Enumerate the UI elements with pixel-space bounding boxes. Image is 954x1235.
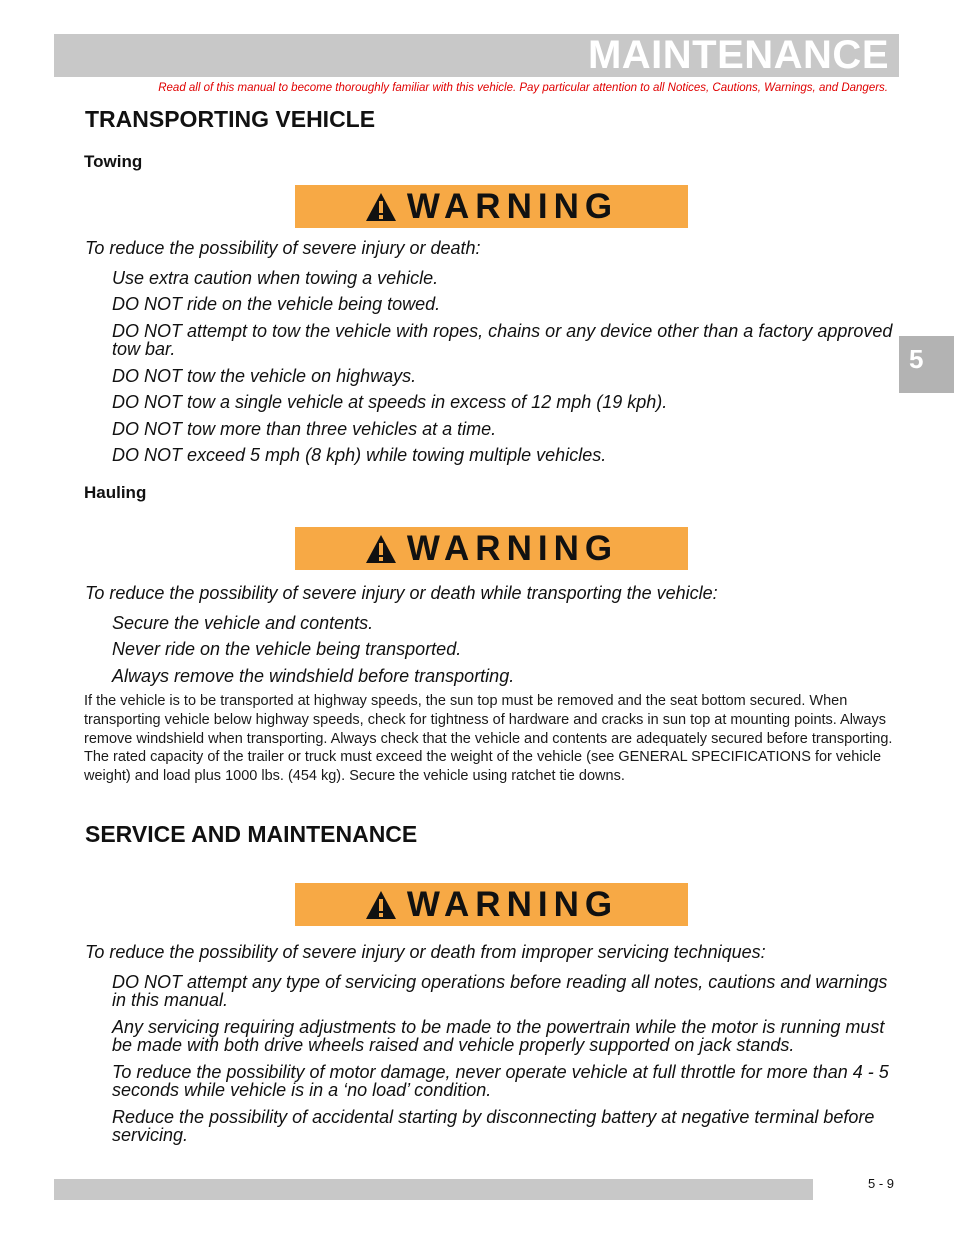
warning-label: WARNING (406, 884, 619, 924)
towing-lead: To reduce the possibility of severe injury or death: (85, 238, 481, 258)
page-number: 5 - 9 (868, 1176, 895, 1191)
list-item: Never ride on the vehicle being transported. (112, 639, 462, 659)
warning-banner-hauling (295, 527, 688, 570)
list-item: To reduce the possibility of motor damage, never operate vehicle at full throttle for more than 4 - 5 seconds while vehicle is in a ‘no load’ condition. (112, 1062, 889, 1100)
hauling-lead: To reduce the possibility of severe injury or death while transporting the vehicle: (85, 583, 718, 603)
list-item: DO NOT tow the vehicle on highways. (112, 366, 417, 386)
list-item: Any servicing requiring adjustments to be made to the powertrain while the motor is running must be made with both drive wheels raised and vehicle properly supported on jack stands. (112, 1017, 885, 1055)
subsection-title-towing: Towing (84, 152, 143, 171)
warning-label: WARNING (406, 528, 619, 568)
warning-triangle-icon (365, 534, 397, 564)
list-item: DO NOT exceed 5 mph (8 kph) while towing multiple vehicles. (112, 445, 607, 465)
list-item: DO NOT tow more than three vehicles at a time. (112, 419, 497, 439)
warning-banner-towing (295, 185, 688, 228)
warning-banner-service (295, 883, 688, 926)
list-item: DO NOT attempt to tow the vehicle with ropes, chains or any device other than a factory approved tow bar. (112, 321, 893, 359)
chapter-tab[interactable] (899, 336, 954, 393)
section-title-transporting: TRANSPORTING VEHICLE (85, 106, 376, 132)
warning-triangle-icon (365, 192, 397, 222)
warning-triangle-icon (365, 890, 397, 920)
page-title: MAINTENANCE (587, 33, 889, 77)
chapter-tab-label: 5 (909, 344, 924, 374)
subsection-title-hauling: Hauling (84, 483, 147, 502)
list-item: DO NOT tow a single vehicle at speeds in excess of 12 mph (19 kph). (112, 392, 668, 412)
list-item: Use extra caution when towing a vehicle. (112, 268, 439, 288)
section-title-service: SERVICE AND MAINTENANCE (85, 821, 418, 847)
header-bar (54, 34, 899, 77)
list-item: Reduce the possibility of accidental starting by disconnecting battery at negative terminal before servicing. (112, 1107, 875, 1145)
list-item: DO NOT attempt any type of servicing operations before reading all notes, cautions and warnings in this manual. (112, 972, 888, 1010)
list-item: Always remove the windshield before transporting. (112, 666, 515, 686)
safety-notice: Read all of this manual to become thoroughly familiar with this vehicle. Pay particular attention to all Notices, Cautions, Warnings, and Dangers. (158, 82, 888, 94)
service-lead: To reduce the possibility of severe injury or death from improper servicing techniques: (85, 942, 766, 962)
hauling-paragraph: If the vehicle is to be transported at highway speeds, the sun top must be removed and the seat bottom secured. When transporting vehicle below highway speeds, check for tightness of hardware and cracks in sun top at mounting points. Always remove windshield when transporting. Always check that the vehicle and contents are adequately secured before transporting. The rated capacity of the trailer or truck must exceed the weight of the vehicle (see GENERAL SPECIFICATIONS for vehicle weight) and load plus 1000 lbs. (454 kg). Secure the vehicle using ratchet tie downs. (84, 693, 893, 785)
footer-bar (54, 1179, 813, 1200)
list-item: Secure the vehicle and contents. (112, 613, 374, 633)
list-item: DO NOT ride on the vehicle being towed. (112, 294, 441, 314)
warning-label: WARNING (406, 186, 619, 226)
